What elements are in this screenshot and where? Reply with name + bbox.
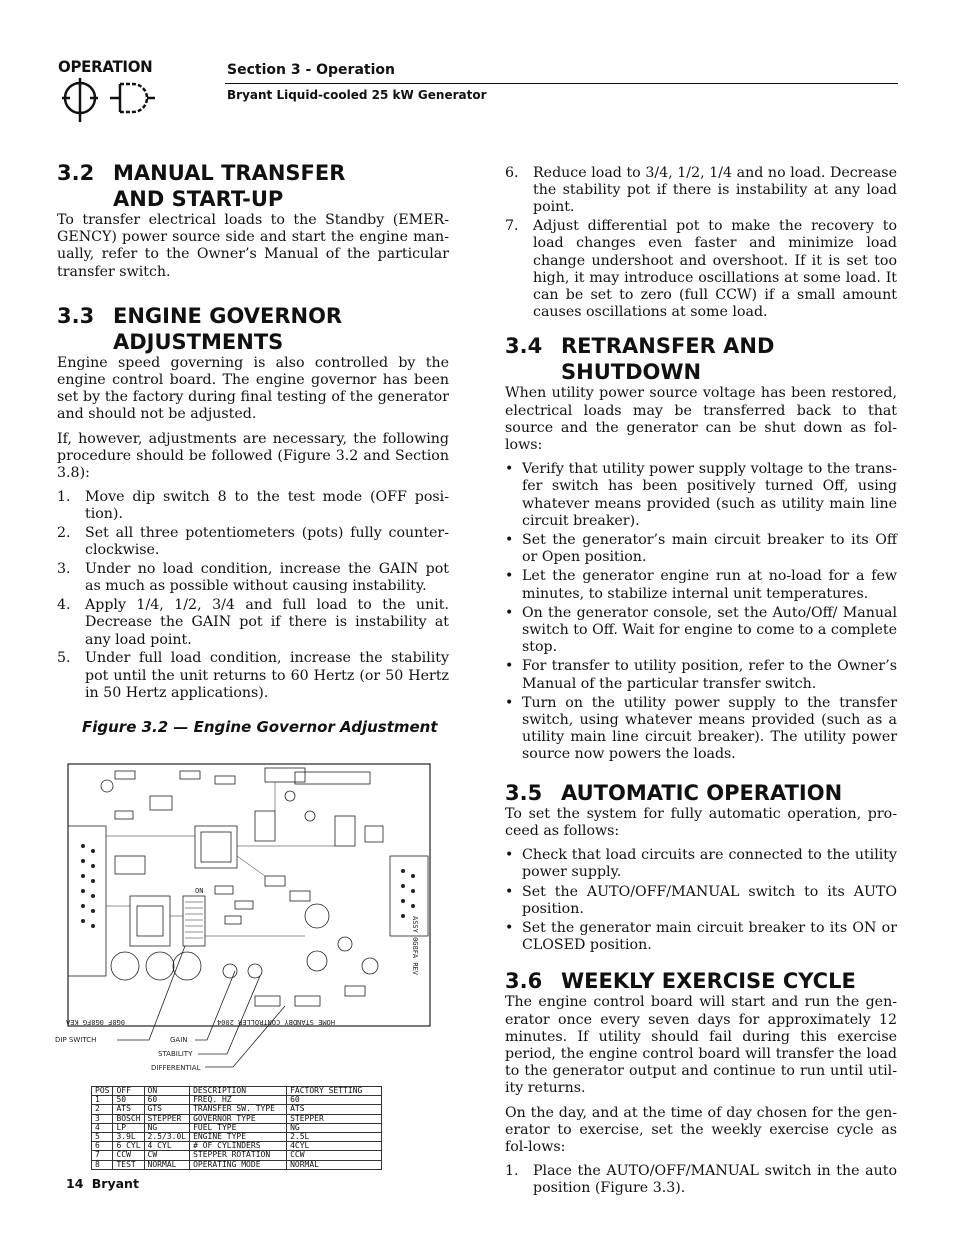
table-row: 8 TEST NORMAL OPERATING MODE NORMAL: [92, 1160, 382, 1169]
table-row: 7 CCW CW STEPPER ROTATION CCW: [92, 1151, 382, 1160]
s35-body: To set the system for fully automatic operation, pro-ceed as follows:: [505, 805, 897, 839]
list-item: 1. Move dip switch 8 to the test mode (OFF posi-tion).: [57, 489, 449, 523]
heading-3-3: 3.3 ENGINE GOVERNOR ADJUSTMENTS: [57, 303, 343, 354]
heading-3-4: 3.4 RETRANSFER AND SHUTDOWN: [505, 334, 775, 385]
header-section: Section 3 - Operation: [227, 62, 395, 78]
s36-p1: The engine control board will start and run the gen-erator once every seven days for approximately 12 minutes. If utility should fail during this exercise period, the engine control board will transfer the load to the generator output and continue to run until util-ity returns.: [505, 994, 897, 1097]
footer-brand: Bryant: [91, 1176, 139, 1191]
circuit-board-figure: [55, 756, 445, 1076]
dip-switch-table: [91, 1086, 382, 1170]
s33-p1: Engine speed governing is also controlled by the engine control board. The engine governor has been set by the factory during final testing of the generator and should not be adjusted.: [57, 354, 449, 423]
list-item: 2. Set all three potentiometers (pots) fully counter-clockwise.: [57, 525, 449, 559]
board-left-label: 0G8F 0G8FG KEA: [65, 1018, 125, 1026]
s33-steps: [57, 489, 449, 702]
on-label: ON: [195, 887, 204, 895]
list-item: • Set the generator’s main circuit breaker to its Off or Open position.: [505, 532, 897, 566]
logo-word: OPERATION: [58, 57, 153, 77]
left-column: [57, 160, 449, 736]
page-number: 14: [66, 1176, 84, 1191]
gain-label: GAIN: [170, 1036, 188, 1044]
board-mid-label: HOME STANDBY CONTROLLER 2004: [216, 1018, 335, 1026]
s34-bullets: [505, 461, 897, 763]
header-rule: [225, 83, 898, 84]
table-row: 1 50 60 FREQ. HZ 60: [92, 1096, 382, 1105]
list-item: • Set the generator main circuit breaker to its ON or CLOSED position.: [505, 919, 897, 954]
heading-3-5: 3.5 AUTOMATIC OPERATION: [505, 780, 843, 805]
list-item: 4. Apply 1/4, 1/2, 3/4 and full load to the unit. Decrease the GAIN pot if there is instability at any load point.: [57, 597, 449, 648]
s32-body: To transfer electrical loads to the Standby (EMER-GENCY) power source side and start the engine man-ually, refer to the Owner’s Manual of the particular transfer switch.: [57, 212, 449, 280]
list-item: 7. Adjust differential pot to make the recovery to load changes even faster and minimize load change undershoot and overshoot. If it is set too high, it may introduce oscillations at some load. It can be set to zero (full CCW) if a small amount causes oscillations at some load.: [505, 218, 897, 321]
figure-caption: Figure 3.2 — Engine Governor Adjustment: [82, 718, 438, 737]
list-item: • On the generator console, set the Auto/Off/ Manual switch to Off. Wait for engine to come to a complete stop.: [505, 604, 897, 656]
table-row: 6 6 CYL 4 CYL # OF CYLINDERS 4CYL: [92, 1142, 382, 1151]
page-footer: [66, 1176, 139, 1191]
s34-body: When utility power source voltage has been restored, electrical loads may be transferred back to that source and the generator can be shut down as fol-lows:: [505, 385, 897, 454]
list-item: • Let the generator engine run at no-load for a few minutes, to stabilize internal unit temperatures.: [505, 568, 897, 602]
s36-steps: [505, 1163, 897, 1197]
list-item: 1. Place the AUTO/OFF/MANUAL switch in the auto position (Figure 3.3).: [505, 1163, 897, 1197]
dip-switch-label: DIP SWITCH: [55, 1036, 97, 1044]
list-item: • For transfer to utility position, refer to the Owner’s Manual of the particular transfer switch.: [505, 658, 897, 692]
right-column: [505, 165, 897, 1199]
heading-3-6: 3.6 WEEKLY EXERCISE CYCLE: [505, 969, 856, 994]
operation-logo: [58, 58, 168, 128]
list-item: • Check that load circuits are connected to the utility power supply.: [505, 847, 897, 881]
s33-p2: If, however, adjustments are necessary, the following procedure should be followed (Figure 3.2 and Section 3.8):: [57, 430, 449, 482]
table-row: 5 3.9L 2.5/3.0L ENGINE TYPE 2.5L: [92, 1133, 382, 1142]
list-item: 5. Under full load condition, increase the stability pot until the unit returns to 60 Hertz (or 50 Hertz in 50 Hertz applications).: [57, 650, 449, 701]
list-item: • Turn on the utility power supply to the transfer switch, using whatever means provided (such as a utility main line circuit breaker). The utility power source now powers the loads.: [505, 694, 897, 763]
s35-bullets: [505, 847, 897, 954]
plug-icon: [58, 76, 158, 124]
table-header-row: POS OFF ON DESCRIPTION FACTORY SETTING: [92, 1087, 382, 1096]
board-right-label: ASSY 0G8FA REV: [411, 916, 419, 976]
differential-label: DIFFERENTIAL: [151, 1064, 201, 1072]
header-subtitle: Bryant Liquid-cooled 25 kW Generator: [227, 88, 487, 102]
table-row: 3 BOSCH STEPPER GOVERNOR TYPE STEPPER: [92, 1114, 382, 1123]
heading-3-2: 3.2 MANUAL TRANSFER AND START-UP: [57, 161, 346, 211]
table-row: 2 ATS GTS TRANSFER SW. TYPE ATS: [92, 1105, 382, 1114]
stability-label: STABILITY: [158, 1050, 193, 1058]
list-item: 6. Reduce load to 3/4, 1/2, 1/4 and no load. Decrease the stability pot if there is instability at any load point.: [505, 165, 897, 216]
s33-steps-continued: [505, 165, 897, 321]
s36-p2: On the day, and at the time of day chosen for the gen-erator to exercise, set the weekly exercise cycle as fol-lows:: [505, 1104, 897, 1155]
list-item: 3. Under no load condition, increase the GAIN pot as much as possible without causing instability.: [57, 561, 449, 595]
table-row: 4 LP NG FUEL TYPE NG: [92, 1123, 382, 1132]
list-item: • Verify that utility power supply voltage to the trans-fer switch has been positively turned Off, using whatever means provided (such as utility main line circuit breaker).: [505, 461, 897, 529]
list-item: • Set the AUTO/OFF/MANUAL switch to its AUTO position.: [505, 883, 897, 917]
